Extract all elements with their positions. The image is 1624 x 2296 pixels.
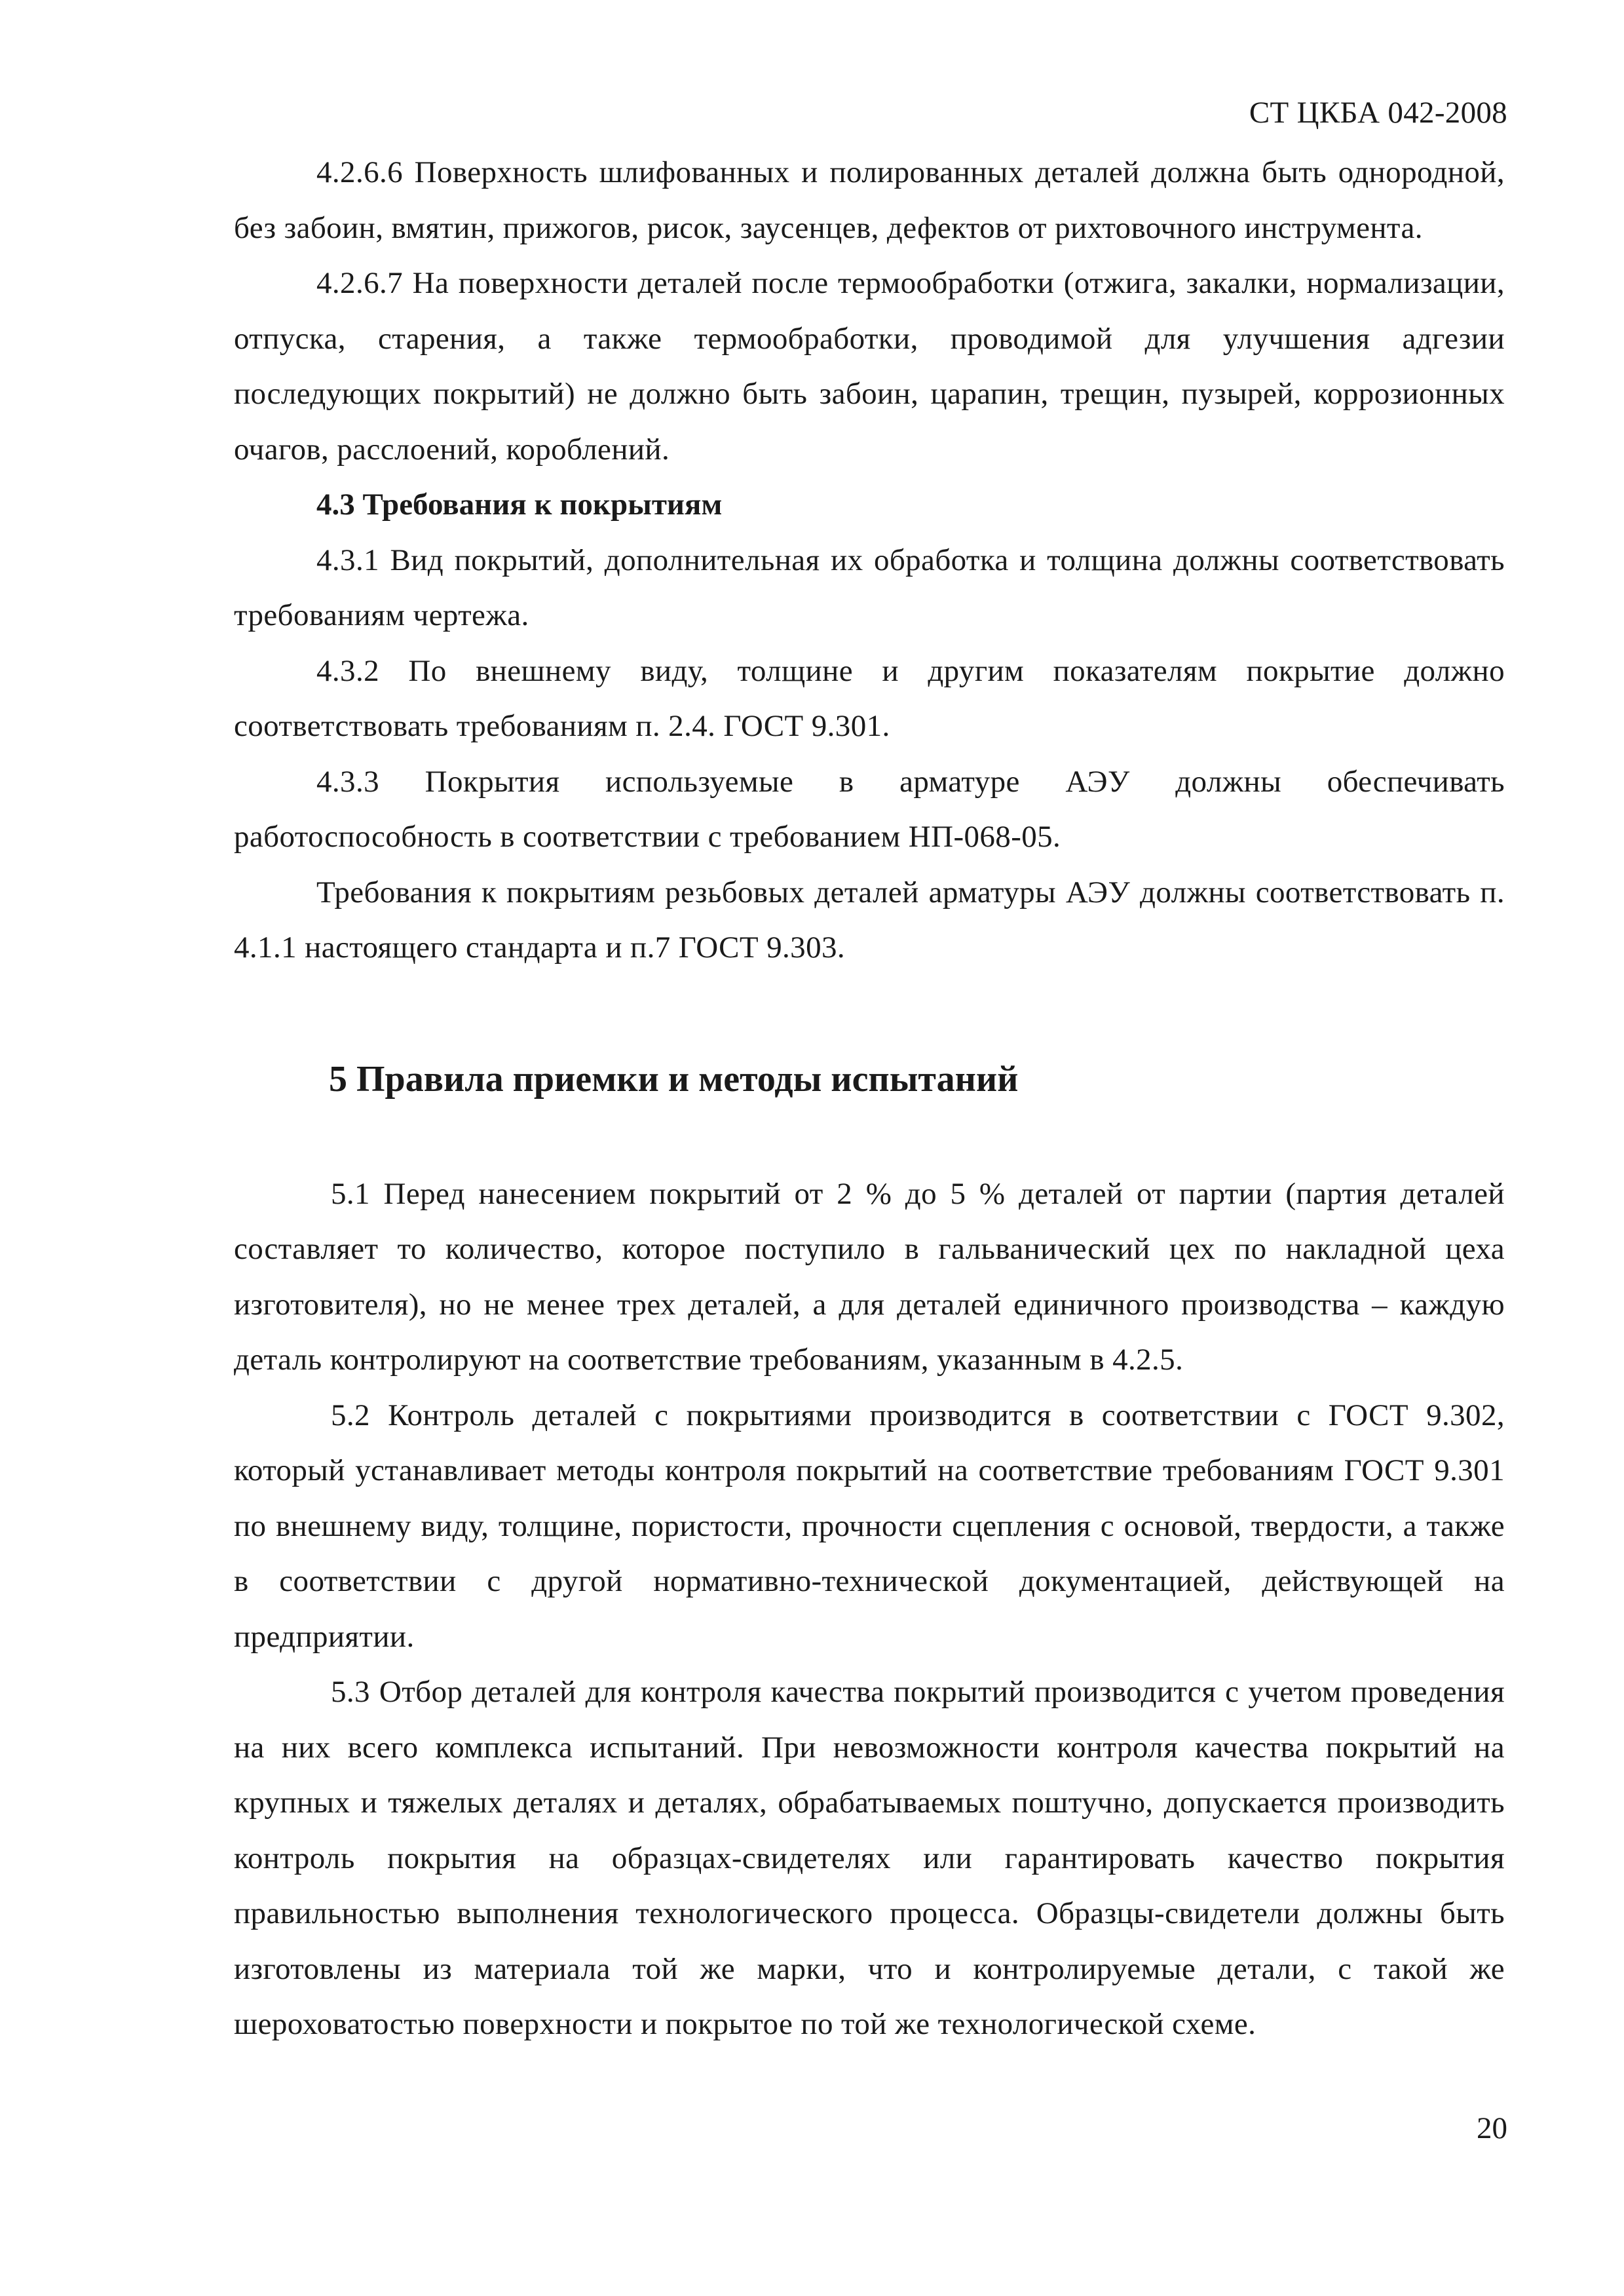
paragraph-4-3-threaded-parts: Требования к покрытиям резьбовых деталей арматуры АЭУ должны соответствовать п. 4.1.1 настоящего стандарта и п.7 ГОСТ 9.303. — [234, 875, 1505, 965]
subsection-title-4-3: 4.3 Требования к покрытиям — [316, 488, 723, 522]
paragraph-5-3: 5.3 Отбор деталей для контроля качества покрытий производится с учетом проведения на них всего комплекса испытаний. При невозможности контроля качества покрытий на крупных и тяжелых деталях и деталях, обрабатываемых поштучно, допускается производить контроль покрытия на образцах-свидетелях или гарантировать качество покрытия правильностью выполнения технологического процесса. Образцы-свидетели должны быть изготовлены из материала той же марки, что и контролируемые детали, с такой же шероховатостью поверхности и покрытое по той же технологической схеме. — [234, 1675, 1505, 2041]
page-content — [234, 145, 1505, 2052]
page-number: 20 — [1477, 2111, 1507, 2145]
paragraph-4-3-1: 4.3.1 Вид покрытий, дополнительная их обработка и толщина должны соответствовать требованиям чертежа. — [234, 543, 1505, 632]
paragraph-5-1: 5.1 Перед нанесением покрытий от 2 % до 5 % деталей от партии (партия деталей составляет то количество, которое поступило в гальванический цех по накладной цеха изготовителя), но не менее трех деталей, а для деталей единичного производства – каждую деталь контролируют на соответствие требованиям, указанным в 4.2.5. — [234, 1176, 1505, 1377]
section-title-5: 5 Правила приемки и методы испытаний — [329, 1058, 1019, 1100]
paragraph-4-2-6-7: 4.2.6.7 На поверхности деталей после термообработки (отжига, закалки, нормализации, отпуска, старения, а также термообработки, проводимой для улучшения адгезии последующих покрытий) не должно быть забоин, царапин, трещин, пузырей, коррозионных очагов, расслоений, короблений. — [234, 266, 1505, 467]
paragraph-4-3-3: 4.3.3 Покрытия используемые в арматуре АЭУ должны обеспечивать работоспособность в соответствии с требованием НП-068-05. — [234, 764, 1505, 854]
paragraph-4-2-6-6: 4.2.6.6 Поверхность шлифованных и полированных деталей должна быть однородной, без забоин, вмятин, прижогов, рисок, заусенцев, дефектов от рихтовочного инструмента. — [234, 155, 1505, 245]
section-5-body — [234, 1166, 1505, 2052]
paragraph-4-3-2: 4.3.2 По внешнему виду, толщине и другим показателям покрытие должно соответствовать требованиям п. 2.4. ГОСТ 9.301. — [234, 653, 1505, 743]
paragraph-5-2: 5.2 Контроль деталей с покрытиями производится в соответствии с ГОСТ 9.302, который устанавливает методы контроля покрытий на соответствие требованиям ГОСТ 9.301 по внешнему виду, толщине, пористости, прочности сцепления с основой, твердости, а также в соответствии с другой нормативно-технической документацией, действующей на предприятии. — [234, 1398, 1505, 1654]
document-code: СТ ЦКБА 042-2008 — [1249, 96, 1507, 130]
